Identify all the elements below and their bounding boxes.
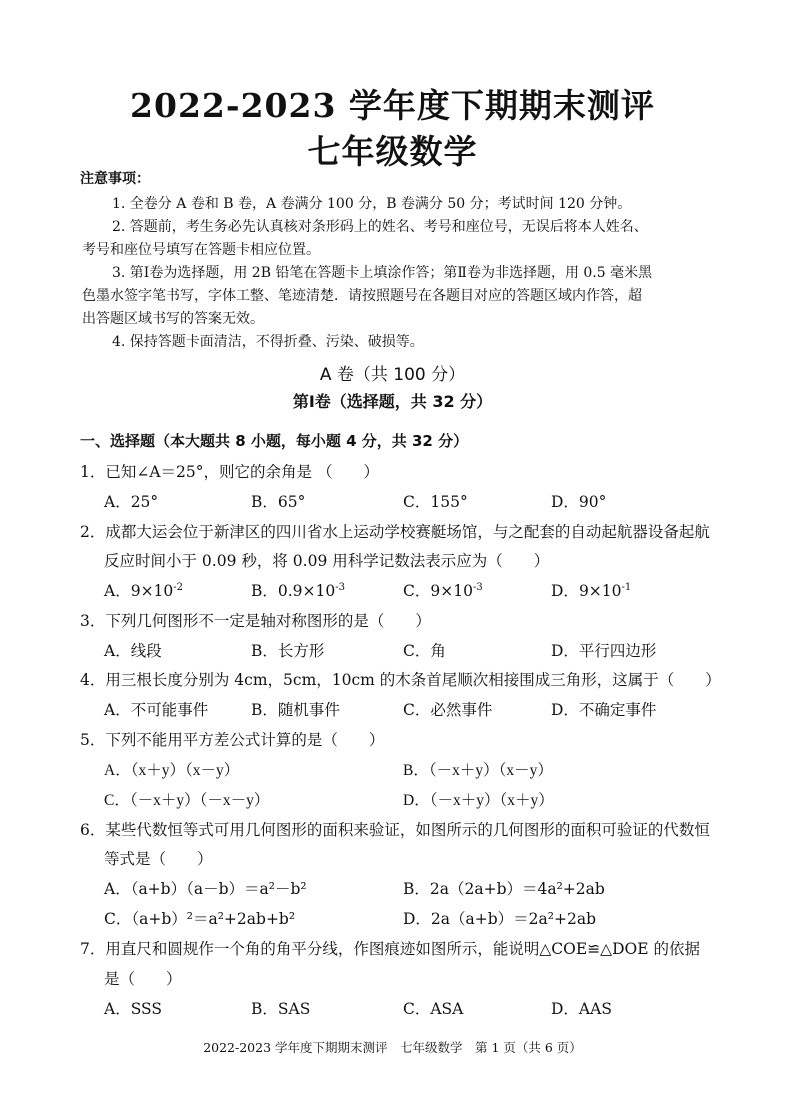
question-6-continued: 等式是（ ） bbox=[104, 850, 213, 868]
subject-title: 七年级数学 bbox=[307, 132, 478, 171]
q1-option-a: A．25° bbox=[104, 493, 159, 511]
question-5-stem: 5．下列不能用平方差公式计算的是（ ） bbox=[80, 731, 385, 749]
question-4-stem: 4．用三根长度分别为 4cm，5cm，10cm 的木条首尾顺次相接围成三角形，这属于（ ） bbox=[80, 671, 721, 689]
q4-option-c: C．必然事件 bbox=[403, 701, 493, 719]
q4-option-d: D．不确定事件 bbox=[551, 701, 657, 719]
notice-line: 1. 全卷分 A 卷和 B 卷，A 卷满分 100 分，B 卷满分 50 分；考试时间 120 分钟。 bbox=[112, 196, 632, 212]
q7-option-d: D．AAS bbox=[551, 1000, 612, 1018]
q5-option-d: D．（－x＋y）（x＋y） bbox=[403, 792, 554, 809]
q5-option-b: B．（－x＋y）（x－y） bbox=[403, 762, 553, 779]
q2-option-a: A．$9\times 10^{-2}$ bbox=[104, 581, 184, 600]
q6-option-b: B．2a（2a+b）＝4a²+2ab bbox=[403, 880, 605, 898]
q7-option-b: B．SAS bbox=[251, 1000, 311, 1018]
notice-line: 2. 答题前，考生务必先认真核对条形码上的姓名、考号和座位号，无误后将本人姓名、 bbox=[112, 219, 648, 235]
q3-option-a: A．线段 bbox=[104, 642, 162, 660]
q5-option-c: C．（－x＋y）（－x－y） bbox=[104, 792, 270, 809]
notice-line: 4. 保持答题卡面清洁，不得折叠、污染、破损等。 bbox=[112, 334, 424, 350]
question-7-continued: 是（ ） bbox=[104, 970, 182, 988]
q7-option-c: C．ASA bbox=[403, 1000, 464, 1018]
q2-option-d: D．$9\times 10^{-1}$ bbox=[551, 581, 632, 600]
question-1-stem: 1．已知∠A＝25°，则它的余角是 （ ） bbox=[80, 463, 379, 481]
notice-heading: 注意事项： bbox=[80, 171, 150, 187]
q7-option-a: A．SSS bbox=[104, 1000, 163, 1018]
q5-option-a: A．（x＋y）（x－y） bbox=[104, 762, 240, 779]
notice-line: 考号和座位号填写在答题卡相应位置。 bbox=[82, 242, 320, 258]
q3-option-b: B．长方形 bbox=[251, 642, 325, 660]
q2-option-c: C．$9\times 10^{-3}$ bbox=[403, 581, 483, 600]
q6-option-c: C．（a+b）²＝a²+2ab+b² bbox=[104, 910, 296, 928]
notice-line: 出答题区域书写的答案无效。 bbox=[82, 311, 264, 327]
q1-option-c: C．155° bbox=[403, 493, 468, 511]
question-6-stem: 6．某些代数恒等式可用几何图形的面积来验证，如图所示的几何图形的面积可验证的代数恒 bbox=[80, 821, 710, 839]
q3-option-d: D．平行四边形 bbox=[551, 642, 657, 660]
q2-option-b: B．$0.9\times 10^{-3}$ bbox=[251, 581, 346, 600]
exam-title: 2022-2023 学年度下期期末测评 bbox=[130, 86, 655, 125]
q1-option-b: B．65° bbox=[251, 493, 306, 511]
q3-option-c: C．角 bbox=[403, 642, 446, 660]
q6-option-a: A．（a+b）（a－b）＝a²－b² bbox=[104, 880, 307, 898]
q1-option-d: D．90° bbox=[551, 493, 607, 511]
notice-line: 色墨水签字笔书写，字体工整、笔迹清楚．请按照题号在各题目对应的答题区域内作答，超 bbox=[82, 288, 642, 304]
page-footer: 2022-2023 学年度下期期末测评 七年级数学 第 1 页（共 6 页） bbox=[203, 1040, 582, 1055]
question-3-stem: 3．下列几何图形不一定是轴对称图形的是（ ） bbox=[80, 612, 431, 630]
part-title: 一、选择题（本大题共 8 小题，每小题 4 分，共 32 分） bbox=[80, 432, 469, 450]
notice-line: 3. 第Ⅰ卷为选择题，用 2B 铅笔在答题卡上填涂作答；第Ⅱ卷为非选择题，用 0.5 毫米黑 bbox=[112, 265, 653, 281]
question-2-continued: 反应时间小于 0.09 秒，将 0.09 用科学记数法表示应为（ ） bbox=[104, 552, 550, 570]
volume-title: 第Ⅰ卷（选择题，共 32 分） bbox=[292, 392, 493, 411]
q4-option-a: A．不可能事件 bbox=[104, 701, 209, 719]
question-2-stem: 2．成都大运会位于新津区的四川省水上运动学校赛艇场馆，与之配套的自动起航器设备起航 bbox=[80, 523, 710, 541]
section-a-title: A 卷（共 100 分） bbox=[319, 365, 466, 385]
q4-option-b: B．随机事件 bbox=[251, 701, 340, 719]
q6-option-d: D．2a（a+b）＝2a²+2ab bbox=[403, 910, 597, 928]
question-7-stem: 7．用直尺和圆规作一个角的角平分线，作图痕迹如图所示，能说明△COE≌△DOE 的依据 bbox=[80, 940, 700, 958]
